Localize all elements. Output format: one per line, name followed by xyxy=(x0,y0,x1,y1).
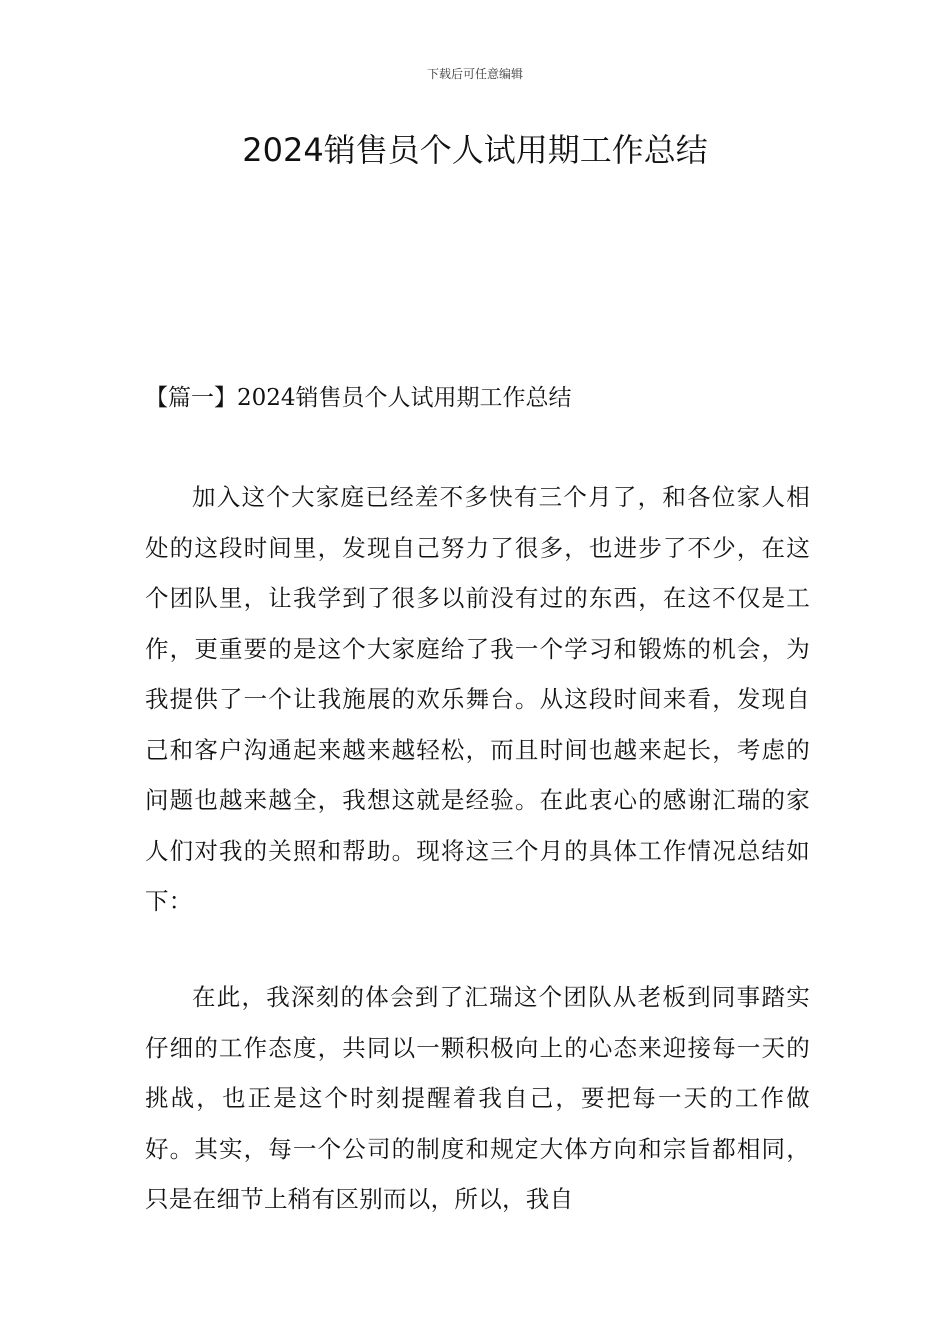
paragraph-1: 加入这个大家庭已经差不多快有三个月了，和各位家人相处的这段时间里，发现自己努力了很多，也进步了不少，在这个团队里，让我学到了很多以前没有过的东西，在这不仅是工作，更重要的是这个大家庭给了我一个学习和锻炼的机会，为我提供了一个让我施展的欢乐舞台。从这段时间来看，发现自己和客户沟通起来越来越轻松，而且时间也越来起长，考虑的问题也越来越全，我想这就是经验。在此衷心的感谢汇瑞的家人们对我的关照和帮助。现将这三个月的具体工作情况总结如下： xyxy=(145,483,810,915)
header-note: 下载后可任意编辑 xyxy=(426,67,523,81)
paragraph-2: 在此，我深刻的体会到了汇瑞这个团队从老板到同事踏实仔细的工作态度，共同以一颗积极向上的心态来迎接每一天的挑战，也正是这个时刻提醒着我自己，要把每一天的工作做好。其实，每一个公司的制度和规定大体方向和宗旨都相同，只是在细节上稍有区别而以，所以，我自 xyxy=(145,983,810,1213)
section-heading: 【篇一】2024销售员个人试用期工作总结 xyxy=(145,385,572,411)
document-title: 2024销售员个人试用期工作总结 xyxy=(242,131,708,169)
